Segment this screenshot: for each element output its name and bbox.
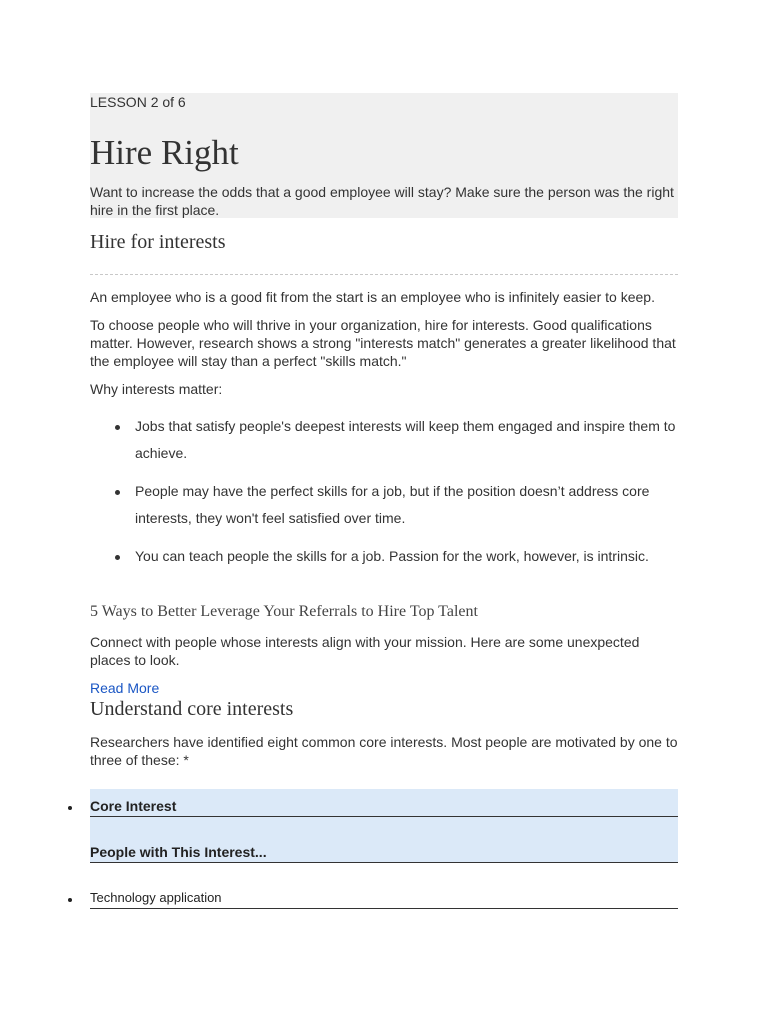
table-header-core-interest xyxy=(90,789,678,817)
page-title: Hire Right xyxy=(90,133,239,172)
why-interests-label: Why interests matter: xyxy=(90,381,223,397)
lesson-header xyxy=(90,93,678,218)
paragraph-hire-for-interests: To choose people who will thrive in your organization, hire for interests. Good qualifications matter. However, research shows a strong "interests match" generates a greater likelihood that the employee will stay than a perfect "skills match." xyxy=(90,317,676,369)
lesson-counter: LESSON 2 of 6 xyxy=(90,94,186,110)
list-item: People may have the perfect skills for a job, but if the position doesn’t address core interests, they won't feel satisfied over time. xyxy=(90,478,678,532)
section-divider xyxy=(90,274,678,275)
column-header-core-interest: Core Interest xyxy=(90,798,177,814)
section-heading-hire-for-interests: Hire for interests xyxy=(90,231,226,253)
lesson-content xyxy=(90,93,678,905)
related-article-title[interactable]: 5 Ways to Better Leverage Your Referrals to Hire Top Talent xyxy=(90,603,478,620)
list-item: You can teach people the skills for a job. Passion for the work, however, is intrinsic. xyxy=(90,543,678,570)
table-row xyxy=(90,889,678,909)
read-more-link[interactable]: Read More xyxy=(90,680,160,696)
paragraph-good-fit: An employee who is a good fit from the start is an employee who is infinitely easier to keep. xyxy=(90,289,655,305)
lesson-intro: Want to increase the odds that a good employee will stay? Make sure the person was the right hire in the first place. xyxy=(90,184,674,218)
bullet-icon xyxy=(68,806,72,810)
interests-bullet-list xyxy=(90,413,678,581)
column-header-people: People with This Interest... xyxy=(90,844,267,860)
section-heading-core-interests: Understand core interests xyxy=(90,698,294,720)
related-article-summary: Connect with people whose interests align with your mission. Here are some unexpected places to look. xyxy=(90,634,640,668)
bullet-icon xyxy=(68,898,72,902)
paragraph-core-interests: Researchers have identified eight common core interests. Most people are motivated by one to three of these: * xyxy=(90,734,678,768)
table-header-people xyxy=(90,817,678,863)
table-cell-core-interest: Technology application xyxy=(90,890,222,905)
list-item: Jobs that satisfy people's deepest interests will keep them engaged and inspire them to achieve. xyxy=(90,413,678,467)
